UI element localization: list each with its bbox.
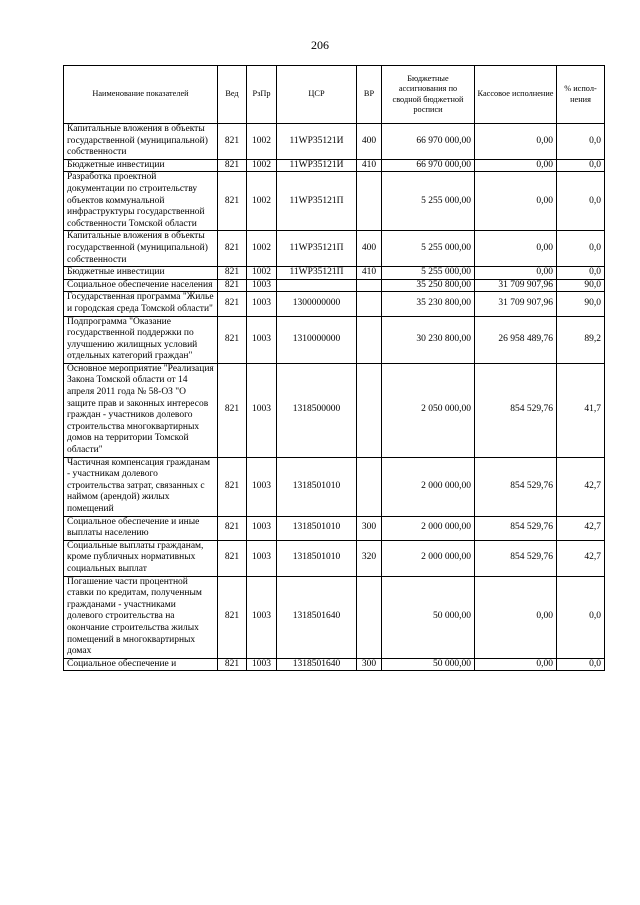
- cell-cash: 31 709 907,96: [475, 279, 557, 292]
- cell-budget: 2 050 000,00: [382, 363, 475, 457]
- cell-ved: 821: [218, 159, 247, 172]
- cell-percent: 0,0: [557, 159, 605, 172]
- table-row: [64, 540, 605, 576]
- cell-vr: [357, 172, 382, 231]
- cell-budget: 35 250 800,00: [382, 279, 475, 292]
- budget-execution-table: [63, 65, 605, 671]
- cell-vr: [357, 576, 382, 658]
- cell-ved: 821: [218, 267, 247, 280]
- table-row: [64, 172, 605, 231]
- cell-name: Социальные выплаты гражданам, кроме публичных нормативных социальных выплат: [64, 540, 218, 576]
- cell-cash: 0,00: [475, 172, 557, 231]
- cell-budget: 2 000 000,00: [382, 516, 475, 540]
- page-number: 206: [311, 38, 329, 52]
- cell-vr: 400: [357, 231, 382, 267]
- cell-rzpr: 1002: [247, 267, 277, 280]
- cell-cash: 0,00: [475, 576, 557, 658]
- cell-csr: [277, 279, 357, 292]
- header-vr: ВР: [357, 66, 382, 124]
- cell-cash: 31 709 907,96: [475, 292, 557, 316]
- table-row: [64, 516, 605, 540]
- cell-ved: 821: [218, 658, 247, 671]
- cell-vr: 300: [357, 516, 382, 540]
- table-row: [64, 363, 605, 457]
- cell-vr: 410: [357, 267, 382, 280]
- cell-vr: [357, 363, 382, 457]
- cell-cash: 0,00: [475, 124, 557, 160]
- table-row: [64, 279, 605, 292]
- cell-budget: 2 000 000,00: [382, 540, 475, 576]
- table-header-row: [64, 66, 605, 124]
- cell-cash: 854 529,76: [475, 540, 557, 576]
- cell-rzpr: 1002: [247, 172, 277, 231]
- table-row: [64, 231, 605, 267]
- cell-budget: 30 230 800,00: [382, 316, 475, 363]
- cell-cash: 26 958 489,76: [475, 316, 557, 363]
- cell-percent: 0,0: [557, 658, 605, 671]
- cell-budget: 66 970 000,00: [382, 124, 475, 160]
- cell-ved: 821: [218, 124, 247, 160]
- cell-percent: 0,0: [557, 231, 605, 267]
- cell-rzpr: 1003: [247, 292, 277, 316]
- cell-percent: 90,0: [557, 292, 605, 316]
- cell-ved: 821: [218, 316, 247, 363]
- table-row: [64, 576, 605, 658]
- cell-name: Частичная компенсация гражданам - участникам долевого строительства затрат, связанных с наймом (арендой) жилых помещений: [64, 457, 218, 516]
- cell-percent: 90,0: [557, 279, 605, 292]
- cell-cash: 0,00: [475, 658, 557, 671]
- cell-percent: 42,7: [557, 457, 605, 516]
- cell-vr: 400: [357, 124, 382, 160]
- cell-name: Основное мероприятие "Реализация Закона Томской области от 14 апреля 2011 года № 58-ОЗ "О защите прав и законных интересов граждан - участников долевого строительства многоквартирных домов на территории Томской области": [64, 363, 218, 457]
- cell-ved: 821: [218, 363, 247, 457]
- cell-csr: 1318500000: [277, 363, 357, 457]
- cell-name: Бюджетные инвестиции: [64, 267, 218, 280]
- cell-name: Бюджетные инвестиции: [64, 159, 218, 172]
- cell-percent: 41,7: [557, 363, 605, 457]
- cell-name: Разработка проектной документации по строительству объектов коммунальной инфраструктуры государственной собственности Томской области: [64, 172, 218, 231]
- header-cash: Кассовое исполнение: [475, 66, 557, 124]
- cell-ved: 821: [218, 540, 247, 576]
- cell-cash: 854 529,76: [475, 457, 557, 516]
- cell-csr: 11WP35121П: [277, 231, 357, 267]
- cell-name: Социальное обеспечение и иные выплаты населению: [64, 516, 218, 540]
- cell-budget: 35 230 800,00: [382, 292, 475, 316]
- cell-budget: 2 000 000,00: [382, 457, 475, 516]
- cell-vr: [357, 279, 382, 292]
- cell-rzpr: 1003: [247, 516, 277, 540]
- cell-name: Капитальные вложения в объекты государственной (муниципальной) собственности: [64, 124, 218, 160]
- cell-cash: 0,00: [475, 159, 557, 172]
- cell-percent: 42,7: [557, 540, 605, 576]
- header-ved: Вед: [218, 66, 247, 124]
- cell-ved: 821: [218, 516, 247, 540]
- cell-csr: 1318501640: [277, 658, 357, 671]
- cell-vr: [357, 292, 382, 316]
- cell-rzpr: 1003: [247, 457, 277, 516]
- header-rzpr: РзПр: [247, 66, 277, 124]
- cell-csr: 11WP35121П: [277, 172, 357, 231]
- cell-csr: 11WP35121И: [277, 159, 357, 172]
- cell-vr: 320: [357, 540, 382, 576]
- header-csr: ЦСР: [277, 66, 357, 124]
- cell-ved: 821: [218, 457, 247, 516]
- cell-percent: 0,0: [557, 267, 605, 280]
- cell-percent: 0,0: [557, 576, 605, 658]
- cell-name: Погашение части процентной ставки по кредитам, полученным гражданами - участниками долевого строительства на окончание строительства жилых помещений в многоквартирных домах: [64, 576, 218, 658]
- cell-name: Социальное обеспечение населения: [64, 279, 218, 292]
- cell-rzpr: 1002: [247, 124, 277, 160]
- cell-cash: 0,00: [475, 231, 557, 267]
- cell-name: Государственная программа "Жилье и городская среда Томской области": [64, 292, 218, 316]
- cell-percent: 0,0: [557, 172, 605, 231]
- cell-rzpr: 1003: [247, 576, 277, 658]
- cell-percent: 42,7: [557, 516, 605, 540]
- cell-vr: [357, 316, 382, 363]
- table-row: [64, 267, 605, 280]
- cell-vr: 300: [357, 658, 382, 671]
- cell-budget: 50 000,00: [382, 576, 475, 658]
- cell-vr: 410: [357, 159, 382, 172]
- cell-cash: 0,00: [475, 267, 557, 280]
- cell-csr: 1318501010: [277, 516, 357, 540]
- cell-rzpr: 1002: [247, 231, 277, 267]
- cell-budget: 66 970 000,00: [382, 159, 475, 172]
- cell-budget: 5 255 000,00: [382, 267, 475, 280]
- header-budget: Бюджетные ассигнования по сводной бюджетной росписи: [382, 66, 475, 124]
- cell-rzpr: 1002: [247, 159, 277, 172]
- table-row: [64, 159, 605, 172]
- cell-rzpr: 1003: [247, 658, 277, 671]
- cell-ved: 821: [218, 292, 247, 316]
- cell-rzpr: 1003: [247, 279, 277, 292]
- cell-rzpr: 1003: [247, 316, 277, 363]
- header-percent: % испол-нения: [557, 66, 605, 124]
- table-row: [64, 124, 605, 160]
- cell-percent: 0,0: [557, 124, 605, 160]
- cell-csr: 11WP35121И: [277, 124, 357, 160]
- cell-rzpr: 1003: [247, 363, 277, 457]
- cell-csr: 1300000000: [277, 292, 357, 316]
- table-row: [64, 658, 605, 671]
- cell-csr: 1318501010: [277, 457, 357, 516]
- cell-ved: 821: [218, 279, 247, 292]
- cell-name: Социальное обеспечение и: [64, 658, 218, 671]
- header-name: Наименование показателей: [64, 66, 218, 124]
- cell-name: Подпрограмма "Оказание государственной поддержки по улучшению жилищных условий отдельных категорий граждан": [64, 316, 218, 363]
- cell-ved: 821: [218, 231, 247, 267]
- cell-budget: 50 000,00: [382, 658, 475, 671]
- cell-csr: 1318501010: [277, 540, 357, 576]
- cell-name: Капитальные вложения в объекты государственной (муниципальной) собственности: [64, 231, 218, 267]
- table-row: [64, 457, 605, 516]
- cell-cash: 854 529,76: [475, 363, 557, 457]
- cell-budget: 5 255 000,00: [382, 172, 475, 231]
- cell-csr: 1318501640: [277, 576, 357, 658]
- cell-percent: 89,2: [557, 316, 605, 363]
- cell-rzpr: 1003: [247, 540, 277, 576]
- cell-cash: 854 529,76: [475, 516, 557, 540]
- cell-ved: 821: [218, 172, 247, 231]
- table-body: [64, 124, 605, 671]
- cell-budget: 5 255 000,00: [382, 231, 475, 267]
- cell-csr: 1310000000: [277, 316, 357, 363]
- table-row: [64, 292, 605, 316]
- cell-vr: [357, 457, 382, 516]
- table-row: [64, 316, 605, 363]
- cell-csr: 11WP35121П: [277, 267, 357, 280]
- cell-ved: 821: [218, 576, 247, 658]
